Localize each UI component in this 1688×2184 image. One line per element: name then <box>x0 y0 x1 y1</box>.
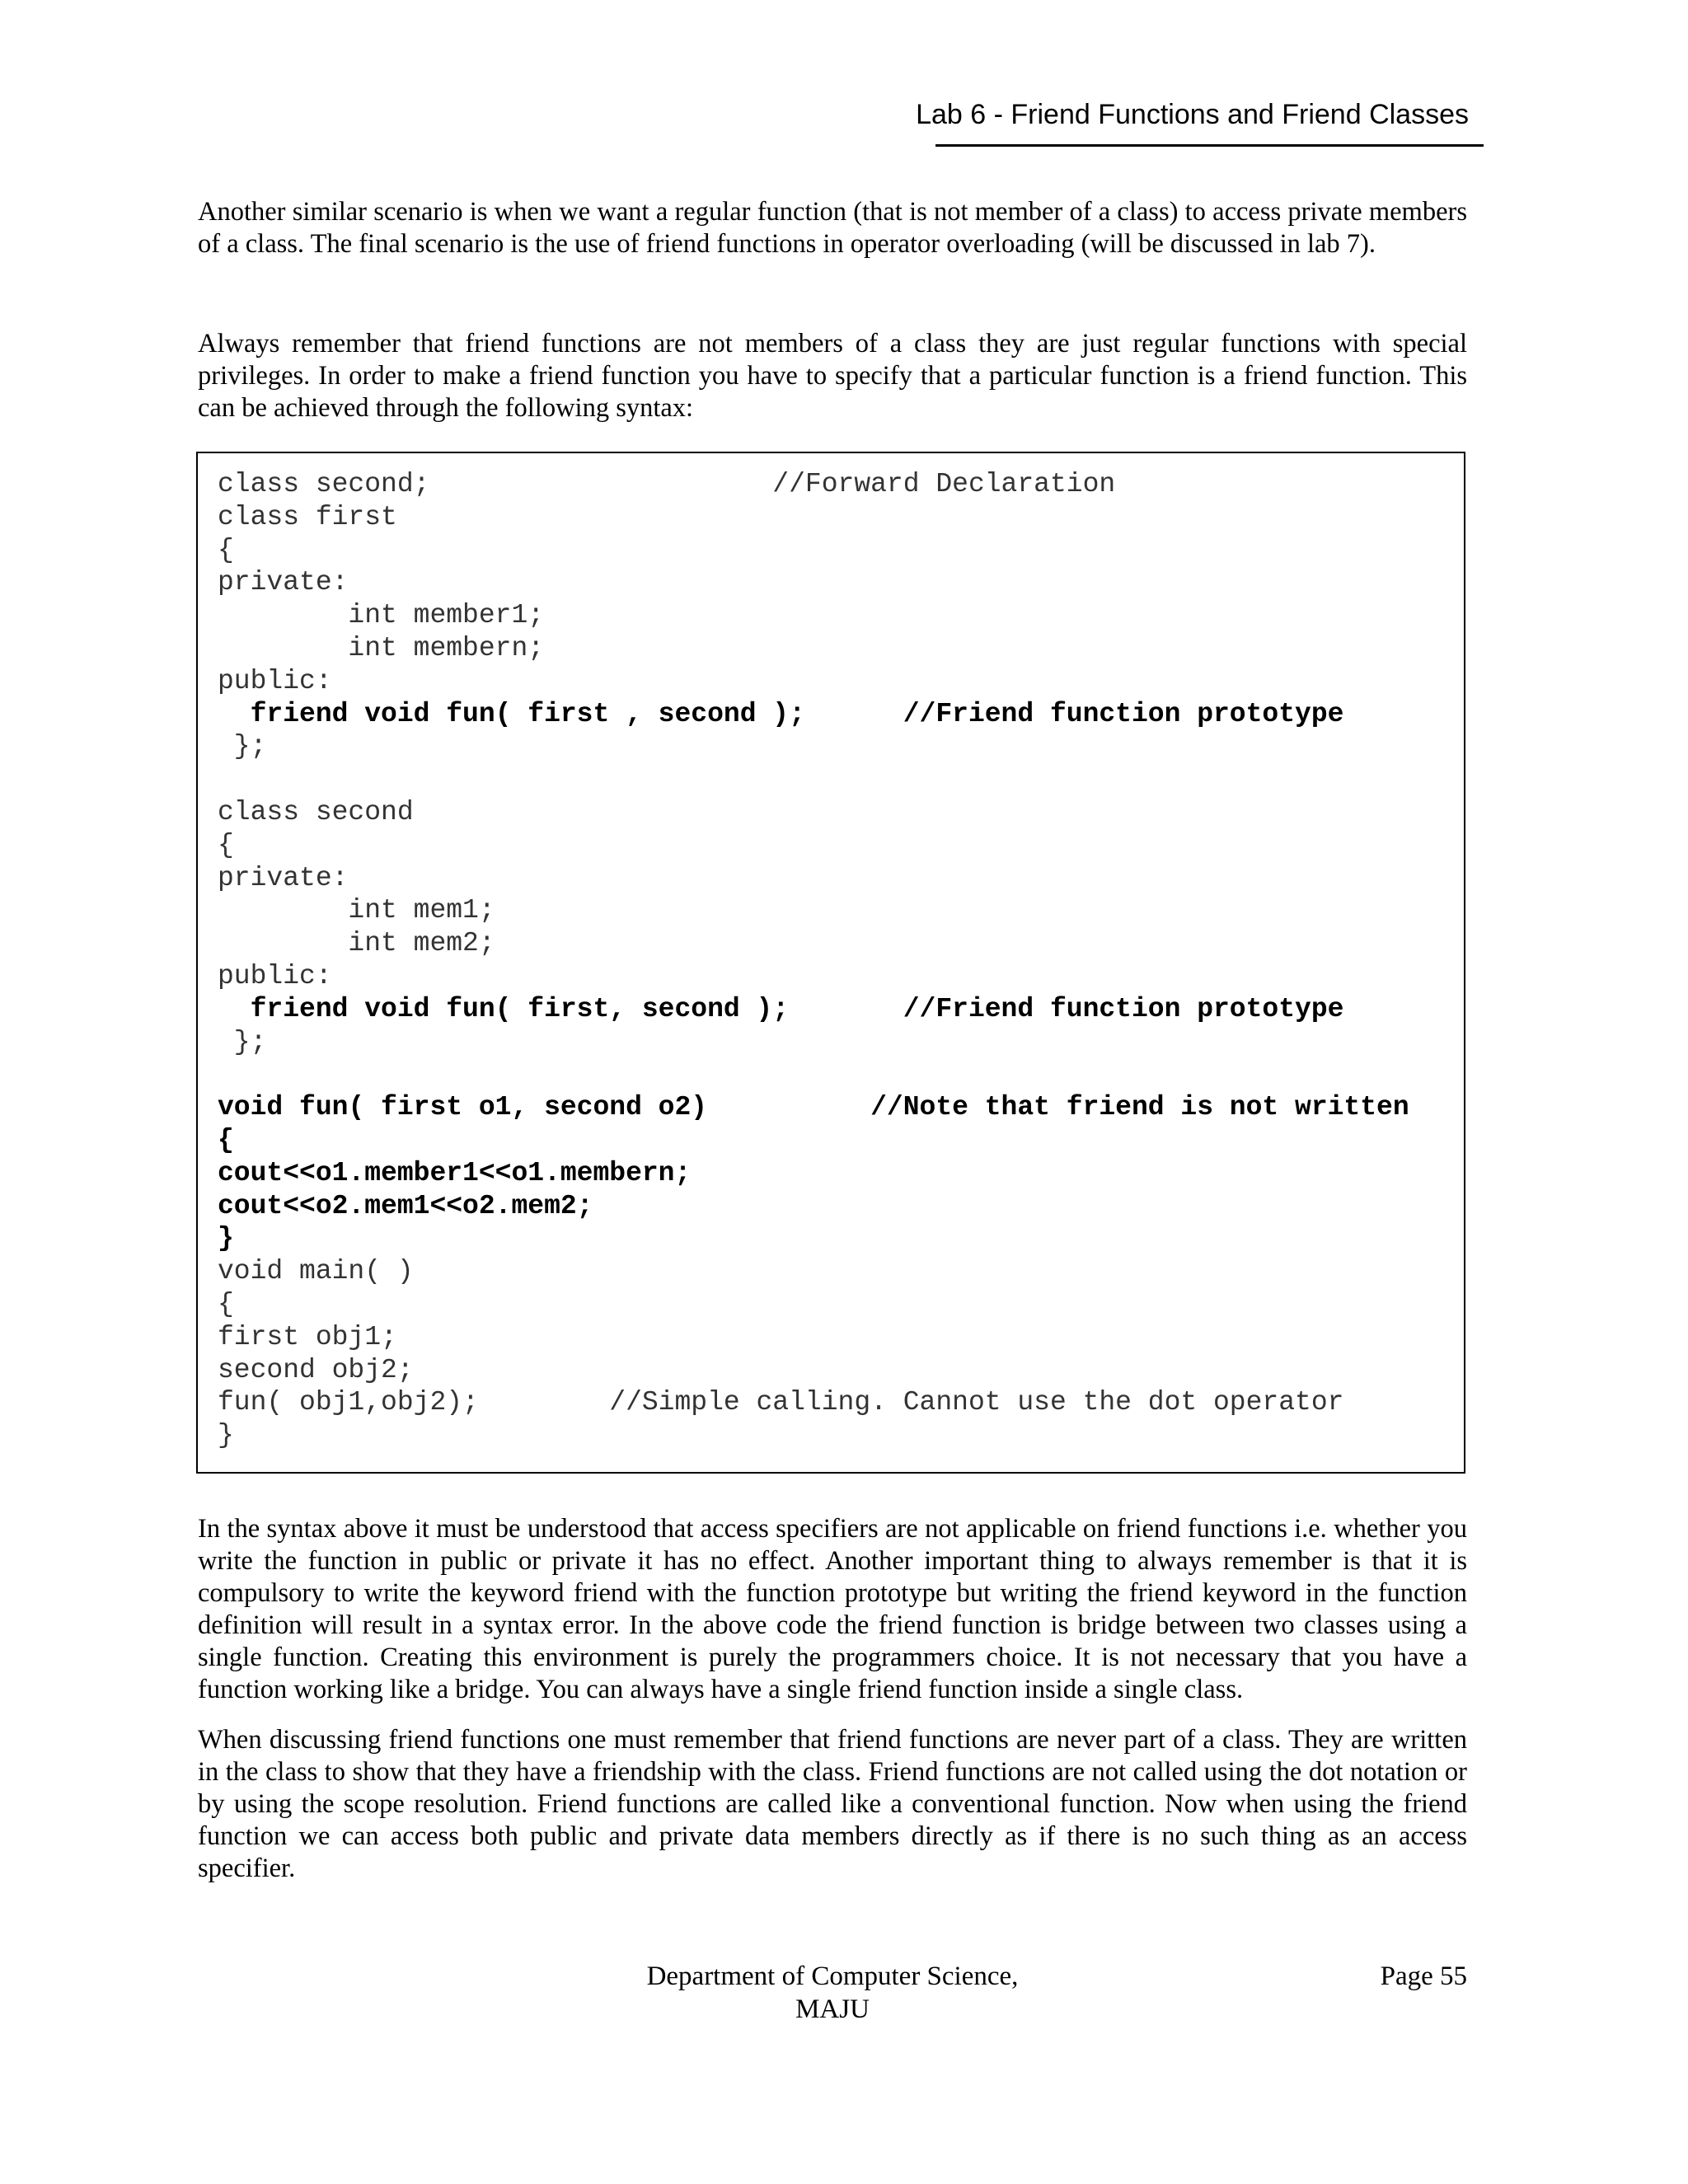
code-line: }; <box>218 731 267 762</box>
code-line: class second; //Forward Declaration <box>218 469 1116 499</box>
code-line: public: <box>218 961 332 991</box>
page-number: Page 55 <box>1380 1961 1467 1991</box>
code-line: { <box>218 1289 234 1319</box>
code-line: cout<<o1.member1<<o1.membern; <box>218 1157 692 1188</box>
code-line: class second <box>218 797 414 827</box>
code-line: { <box>218 534 234 565</box>
code-line: void fun( first o1, second o2) //Note that friend is not written <box>218 1092 1409 1123</box>
paragraph: Always remember that friend functions are not members of a class they are just regular functions with special privileges. In order to make a friend function you have to specify that a particular function is a friend function. This can be achieved through the following syntax: <box>198 329 1467 423</box>
code-line: } <box>218 1223 234 1254</box>
code-line: friend void fun( first, second ); //Friend function prototype <box>218 993 1344 1024</box>
code-line: private: <box>218 567 349 598</box>
paragraph: When discussing friend functions one must remember that friend functions are never part of a class. They are written in the class to show that they have a friendship with the class. Friend functions are not called using the dot notation or by using the scope resolution. Friend functions are called like a conventional function. Now when using the friend function we can access both public and private data members directly as if there is no such thing as an access specifier. <box>198 1725 1467 1883</box>
code-line: }; <box>218 1026 267 1057</box>
code-line: int member1; <box>218 600 545 631</box>
code-line: int membern; <box>218 633 545 663</box>
code-line: { <box>218 1125 234 1155</box>
code-line: cout<<o2.mem1<<o2.mem2; <box>218 1190 593 1221</box>
footer-department <box>626 1960 1039 2026</box>
code-line: public: <box>218 665 332 696</box>
code-line: int mem1; <box>218 895 495 926</box>
header-title: Lab 6 - Friend Functions and Friend Classes <box>916 99 1469 130</box>
page-header <box>916 97 1484 147</box>
paragraph: Another similar scenario is when we want a regular function (that is not member of a class) to access private members of a class. The final scenario is the use of friend functions in operator overloading (will be discussed in lab 7). <box>198 197 1467 259</box>
code-block <box>196 452 1465 1474</box>
footer-department-line: MAJU <box>795 1994 870 2024</box>
code-line: void main( ) <box>218 1256 414 1287</box>
code-line: private: <box>218 862 349 893</box>
code-line: int mem2; <box>218 928 495 959</box>
code-line: class first <box>218 501 397 532</box>
code-line: first obj1; <box>218 1321 397 1352</box>
code-line: friend void fun( first , second ); //Friend function prototype <box>218 698 1344 729</box>
code-line: { <box>218 829 234 860</box>
code-line: fun( obj1,obj2); //Simple calling. Cannot use the dot operator <box>218 1387 1344 1418</box>
code-line: } <box>218 1420 234 1451</box>
code-line: second obj2; <box>218 1354 414 1385</box>
footer-department-line: Department of Computer Science, <box>646 1961 1019 1991</box>
paragraph: In the syntax above it must be understood that access specifiers are not applicable on friend functions i.e. whether you write the function in public or private it has no effect. Another important thing to always remember is that it is compulsory to write the keyword friend with the function prototype but writing the friend keyword in the function definition will result in a syntax error. In the above code the friend function is bridge between two classes using a single function. Creating this environment is purely the programmers choice. It is not necessary that you have a function working like a bridge. You can always have a single friend function inside a single class. <box>198 1514 1467 1704</box>
